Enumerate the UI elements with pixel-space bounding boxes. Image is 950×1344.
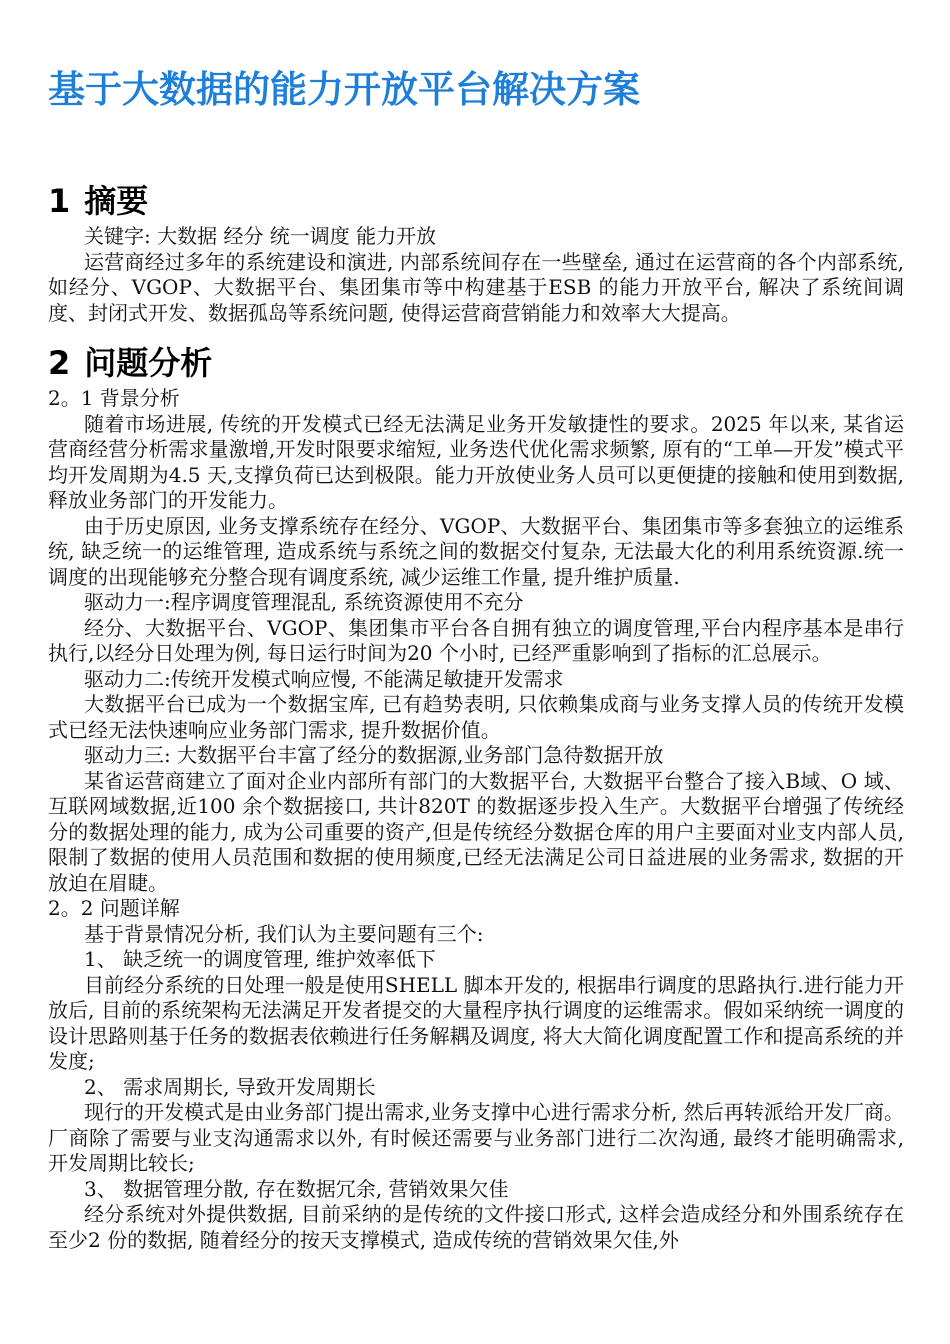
paragraph: 现行的开发模式是由业务部门提出需求,业务支撑中心进行需求分析, 然后再转派给开发厂商。厂商除了需要与业支沟通需求以外, 有时候还需要与业务部门进行二次沟通, 最终才能明确需求, 开发周期比较长; <box>48 1100 904 1175</box>
paragraph: 随着市场进展, 传统的开发模式已经无法满足业务开发敏捷性的要求。2025 年以来, 某省运营商经营分析需求量激增,开发时限要求缩短, 业务迭代优化需求频繁, 原有的“工单—开发”模式平均开发周期为4.5 天,支撑负荷已达到极限。能力开放使业务人员可以更便捷的接触和使用到数据, 释放业务部门的开发能力。 <box>48 411 904 512</box>
section-heading-analysis <box>48 340 904 386</box>
section-number: 1 <box>48 182 71 220</box>
paragraph: 大数据平台已成为一个数据宝库, 已有趋势表明, 只依赖集成商与业务支撑人员的传统开发模式已经无法快速响应业务部门需求, 提升数据价值。 <box>48 692 904 742</box>
section-title: 问题分析 <box>84 344 213 382</box>
driver-heading: 驱动力三: 大数据平台丰富了经分的数据源,业务部门急待数据开放 <box>84 743 664 767</box>
paragraph: 某省运营商建立了面对企业内部所有部门的大数据平台, 大数据平台整合了接入B域、O 域、互联网域数据,近100 余个数据接口, 共计820T 的数据逐步投入生产。大数据平台增强了传统经分的数据处理的能力, 成为公司重要的资产,但是传统经分数据仓库的用户主要面对业支内部人员,限制了数据的使用人员范围和数据的使用频度,已经无法满足公司日益进展的业务需求, 数据的开放迫在眉睫。 <box>48 768 904 895</box>
subsection-heading-background: 2。1 背景分析 <box>48 386 180 410</box>
section-heading-summary <box>48 178 904 224</box>
paragraph: 经分、大数据平台、VGOP、集团集市平台各自拥有独立的调度管理,平台内程序基本是串行执行,以经分日处理为例, 每日运行时间为20 个小时, 已经严重影响到了指标的汇总展示。 <box>48 615 904 665</box>
document-body <box>48 178 904 1253</box>
subsection-heading-details: 2。2 问题详解 <box>48 896 180 920</box>
paragraph: 由于历史原因, 业务支撑系统存在经分、VGOP、大数据平台、集团集市等多套独立的运维系统, 缺乏统一的运维管理, 造成系统与系统之间的数据交付复杂, 无法最大化的利用系统资源.统一调度的出现能够充分整合现有调度系统, 减少运维工作量, 提升维护质量. <box>48 513 904 589</box>
section-title: 摘要 <box>84 182 149 220</box>
section-number: 2 <box>48 344 71 382</box>
paragraph: 目前经分系统的日处理一般是使用SHELL 脚本开发的, 根据串行调度的思路执行.进行能力开放后, 目前的系统架构无法满足开发者提交的大量程序执行调度的运维需求。假如采纳统一调度的设计思路则基于任务的数据表依赖进行任务解耦及调度, 将大大简化调度配置工作和提高系统的并发度; <box>48 972 904 1073</box>
summary-paragraph: 运营商经过多年的系统建设和演进, 内部系统间存在一些壁垒, 通过在运营商的各个内部系统,如经分、VGOP、大数据平台、集团集市等中构建基于ESB 的能力开放平台, 解决了系统间调度、封闭式开发、数据孤岛等系统问题, 使得运营商营销能力和效率大大提高。 <box>48 249 904 325</box>
paragraph: 基于背景情况分析, 我们认为主要问题有三个: <box>84 921 484 946</box>
problem-heading: 3、 数据管理分散, 存在数据冗余, 营销效果欠佳 <box>84 1176 509 1201</box>
keywords-line: 关键字: 大数据 经分 统一调度 能力开放 <box>84 224 437 248</box>
problem-heading: 1、 缺乏统一的调度管理, 维护效率低下 <box>84 947 436 971</box>
document-title: 基于大数据的能力开放平台解决方案 <box>48 68 640 111</box>
problem-heading: 2、 需求周期长, 导致开发周期长 <box>84 1074 376 1099</box>
driver-heading: 驱动力二:传统开发模式响应慢, 不能满足敏捷开发需求 <box>84 666 564 691</box>
paragraph: 经分系统对外提供数据, 目前采纳的是传统的文件接口形式, 这样会造成经分和外围系统存在至少2 份的数据, 随着经分的按天支撑模式, 造成传统的营销效果欠佳,外 <box>48 1202 904 1252</box>
driver-heading: 驱动力一:程序调度管理混乱, 系统资源使用不充分 <box>84 590 524 614</box>
